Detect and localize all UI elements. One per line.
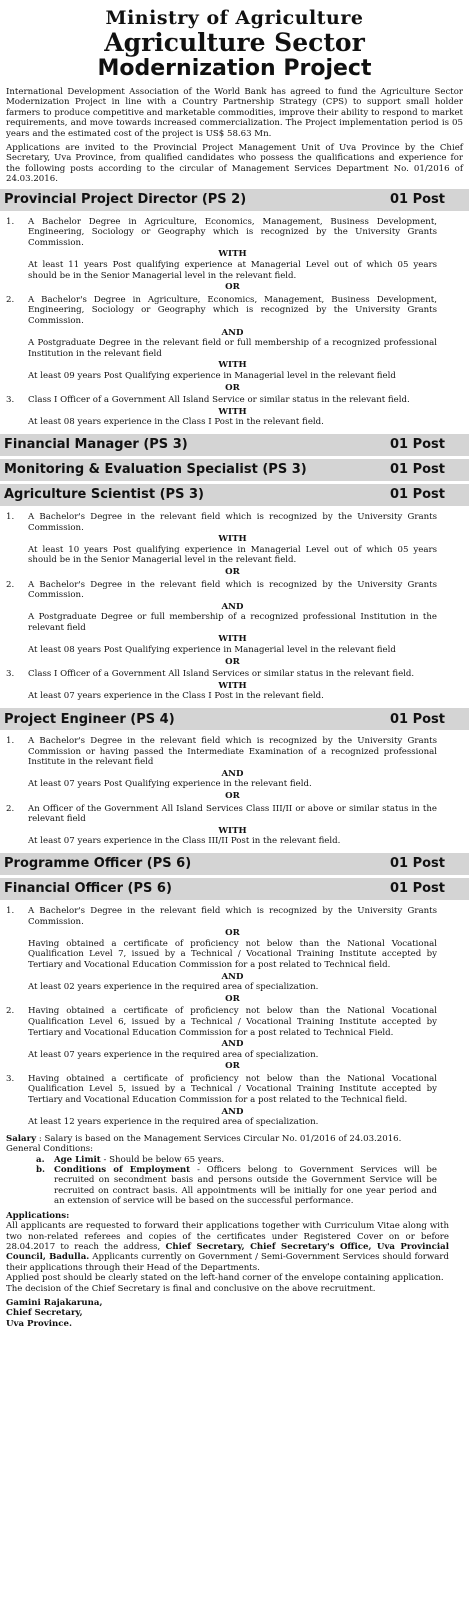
item-number: 1. bbox=[6, 905, 15, 916]
post-count: 01 Post bbox=[389, 487, 445, 503]
general-conditions-heading: General Conditions: bbox=[6, 1144, 94, 1155]
signature-block bbox=[6, 1298, 463, 1329]
conjunction-and: AND bbox=[221, 971, 244, 982]
post-title: Project Engineer (PS 4) bbox=[4, 711, 175, 727]
fo-qualifications bbox=[6, 906, 463, 1128]
conjunction-or: OR bbox=[225, 382, 240, 393]
post-count: 01 Post bbox=[389, 437, 445, 453]
conjunction-and: AND bbox=[221, 601, 244, 612]
requirement-text: A Bachelor's Degree in the relevant field which is recognized by the University Grants Commission. bbox=[28, 905, 437, 927]
list-item bbox=[6, 906, 463, 1004]
requirement-text: At least 09 years Post Qualifying experience in Managerial level in the relevant field bbox=[28, 370, 396, 381]
post-bar-pe bbox=[0, 708, 469, 730]
item-number: 1. bbox=[6, 736, 15, 747]
conjunction-with: WITH bbox=[218, 534, 247, 545]
requirement-text: Class I Officer of a Government All Island Services or similar status in the relevant field. bbox=[28, 669, 415, 680]
conjunction-with: WITH bbox=[218, 360, 247, 371]
applications-text: Applicants currently on Government / Semi-Government Services should forward their applications through their Head of the Departments. bbox=[6, 1252, 449, 1273]
item-number: 3. bbox=[6, 395, 15, 406]
advertisement-page bbox=[0, 8, 469, 1608]
requirement-text: At least 11 years Post qualifying experience at Managerial Level out of which 05 years should be in the Senior Managerial level in the relevant field. bbox=[28, 260, 437, 281]
requirement-text: A Bachelor's Degree in the relevant field which is recognized by the University Grants Commission or having passed the Intermediate Examination of a recognized professional Institute in the relevant field bbox=[28, 736, 437, 768]
post-title: Provincial Project Director (PS 2) bbox=[4, 192, 247, 208]
list-item bbox=[6, 512, 463, 578]
requirement-text: At least 08 years Post Qualifying experience in Managerial level in the relevant field bbox=[28, 645, 396, 656]
requirement-text: Having obtained a certificate of proficiency not below than the National Vocational Qualification Level 7, issued by a Technical / Vocational Training Institute accepted by Tertiary and Vocational Education Commission for a post related to Technical field. bbox=[28, 938, 437, 970]
list-item bbox=[6, 580, 463, 668]
requirement-text: A Postgraduate Degree in the relevant field or full membership of a recognized professional Institution in the relevant field bbox=[28, 338, 437, 359]
conjunction-and: AND bbox=[221, 1106, 244, 1117]
salary-line bbox=[6, 1134, 463, 1144]
header bbox=[6, 8, 463, 82]
requirement-text: Having obtained a certificate of proficiency not below than the National Vocational Qualification Level 6, issued by a Technical / Vocational Training Institute accepted by Tertiary and Vocational Education Commission for a post related to Technical Field. bbox=[28, 1006, 437, 1038]
item-number: 3. bbox=[6, 669, 15, 680]
list-item bbox=[6, 804, 463, 847]
item-number: 2. bbox=[6, 1006, 15, 1017]
post-title: Programme Officer (PS 6) bbox=[4, 856, 192, 872]
post-bar-mes bbox=[0, 459, 469, 481]
as-qualifications bbox=[6, 512, 463, 702]
requirement-text: A Bachelor's Degree in the relevant field which is recognized by the University Grants Commission. bbox=[28, 579, 437, 601]
list-item bbox=[6, 736, 463, 802]
ppd-qualifications bbox=[6, 217, 463, 428]
address: Chief Secretary, Chief Secretary's Office, Uva Provincial Council, Badulla. bbox=[6, 1241, 449, 1263]
salary-label: Salary bbox=[6, 1133, 37, 1144]
conjunction-or: OR bbox=[225, 993, 240, 1004]
signatory-name: Gamini Rajakaruna, bbox=[6, 1297, 103, 1308]
condition-employment bbox=[36, 1165, 437, 1207]
signatory-title: Chief Secretary, bbox=[6, 1308, 83, 1319]
conjunction-or: OR bbox=[225, 791, 240, 801]
list-item bbox=[6, 1074, 463, 1128]
condition-label: Age Limit bbox=[54, 1154, 101, 1165]
conjunction-with: WITH bbox=[218, 634, 247, 645]
requirement-text: A Postgraduate Degree or full membership of a recognized professional Institution in the relevant field bbox=[28, 612, 437, 633]
post-count: 01 Post bbox=[389, 856, 445, 872]
conjunction-and: AND bbox=[221, 1039, 244, 1050]
conjunction-or: OR bbox=[225, 656, 240, 667]
post-title: Monitoring & Evaluation Specialist (PS 3) bbox=[4, 462, 307, 478]
requirement-text: At least 12 years experience in the required area of specialization. bbox=[28, 1117, 319, 1128]
condition-text: - Should be below 65 years. bbox=[100, 1154, 225, 1165]
conjunction-or: OR bbox=[225, 282, 240, 293]
invitation-paragraph: Applications are invited to the Provincial Project Management Unit of Uva Province by the Chief Secretary, Uva Province, from qualified candidates who possess the qualifications and experience for the following posts according to the circular of Management Services Department No. 01/2016 of 24.03.2016. bbox=[6, 143, 463, 185]
post-title: Agriculture Scientist (PS 3) bbox=[4, 487, 204, 503]
applications-heading: Applications: bbox=[6, 1210, 70, 1221]
conjunction-with: WITH bbox=[218, 406, 247, 417]
post-bar-fo bbox=[0, 878, 469, 900]
requirement-text: At least 07 years experience in the Class III/II Post in the relevant field. bbox=[28, 836, 341, 847]
post-bar-fm bbox=[0, 434, 469, 456]
requirement-text: At least 10 years Post qualifying experience in Managerial Level out of which 05 years should be in the Senior Managerial level in the relevant field. bbox=[28, 544, 437, 566]
item-number: 1. bbox=[6, 216, 15, 227]
envelope-note: Applied post should be clearly stated on the left-hand corner of the envelope containing application. bbox=[6, 1273, 444, 1284]
conjunction-or: OR bbox=[225, 566, 240, 577]
post-count: 01 Post bbox=[389, 711, 445, 727]
requirement-text: At least 07 years Post Qualifying experience in the relevant field. bbox=[28, 779, 312, 790]
requirement-text: At least 07 years experience in the required area of specialization. bbox=[28, 1049, 319, 1060]
condition-text: - Officers belong to Government Services will be recruited on secondment basis and persons outside the Government Service will be recruited on contract basis. All appointments will be initially for one year period and an extension of service will be based on the successful performance. bbox=[54, 1165, 438, 1207]
post-title: Financial Manager (PS 3) bbox=[4, 437, 188, 453]
post-title: Financial Officer (PS 6) bbox=[4, 881, 172, 897]
applications-section bbox=[6, 1211, 449, 1294]
requirement-text: At least 02 years experience in the required area of specialization. bbox=[28, 982, 319, 993]
list-item bbox=[6, 1006, 463, 1072]
applications-text: All applicants are requested to forward their applications together with Curriculum Vitae along with two non-related referees and copies of the certificates under Registered Cover on or before 28.04.2017 to reach the address, bbox=[6, 1221, 449, 1252]
item-number: 3. bbox=[6, 1073, 15, 1084]
conjunction-and: AND bbox=[221, 327, 244, 338]
requirement-text: A Bachelor Degree in Agriculture, Economics, Management, Business Development, Engineering, Sociology or Geography which is recognized by the University Grants Commission. bbox=[28, 216, 437, 248]
applications-paragraph bbox=[6, 1221, 449, 1273]
ministry-title: Ministry of Agriculture bbox=[105, 7, 364, 29]
conjunction-with: WITH bbox=[218, 680, 247, 691]
list-item bbox=[6, 669, 463, 702]
post-bar-ppd bbox=[0, 189, 469, 211]
condition-letter: a. bbox=[36, 1154, 45, 1165]
list-item bbox=[6, 395, 463, 428]
conjunction-or: OR bbox=[225, 1061, 240, 1072]
condition-label: Conditions of Employment bbox=[54, 1165, 191, 1176]
list-item bbox=[6, 295, 463, 393]
conjunction-with: WITH bbox=[218, 249, 247, 260]
requirement-text: Class I Officer of a Government All Island Service or similar status in the relevant field. bbox=[28, 395, 410, 406]
requirement-text: At least 08 years experience in the Class I Post in the relevant field. bbox=[28, 417, 324, 428]
post-count: 01 Post bbox=[389, 462, 445, 478]
intro-paragraph: International Development Association of the World Bank has agreed to fund the Agriculture Sector Modernization Project in line with a Country Partnership Strategy (CPS) to support small holder farmers to produce competitive and marketable commodities, improve their ability to respond to market requirements, and move towards increased commercialization. The Project implementation period is 05 years and the estimated cost of the project is US$ 58.63 Mn. bbox=[6, 87, 463, 139]
sector-title: Agriculture Sector bbox=[104, 28, 365, 57]
conjunction-or: OR bbox=[225, 928, 240, 939]
requirement-text: A Bachelor's Degree in Agriculture, Economics, Management, Business Development, Engineering, Sociology or Geography which is recognized by the University Grants Commission. bbox=[28, 294, 437, 326]
requirement-text: Having obtained a certificate of proficiency not below than the National Vocational Qualification Level 5, issued by a Technical / Vocational Training Institute accepted by Tertiary and Vocational Education Commission for a post related to the Technical field. bbox=[28, 1073, 437, 1106]
decision-note: The decision of the Chief Secretary is final and conclusive on the above recruitment. bbox=[6, 1283, 376, 1294]
requirement-text: At least 07 years experience in the Class I Post in the relevant field. bbox=[28, 691, 324, 702]
requirement-text: An Officer of the Government All Island Services Class III/II or above or similar status in the relevant field bbox=[28, 803, 437, 825]
salary-text: : Salary is based on the Management Services Circular No. 01/2016 of 24.03.2016. bbox=[36, 1133, 402, 1144]
condition-age bbox=[36, 1155, 437, 1165]
requirement-text: A Bachelor's Degree in the relevant field which is recognized by the University Grants Commission. bbox=[28, 511, 437, 533]
item-number: 2. bbox=[6, 579, 15, 590]
list-item bbox=[6, 217, 463, 293]
post-bar-as bbox=[0, 484, 469, 506]
item-number: 2. bbox=[6, 803, 15, 814]
post-count: 01 Post bbox=[389, 881, 445, 897]
conjunction-with: WITH bbox=[218, 825, 247, 836]
project-title: Modernization Project bbox=[97, 56, 372, 81]
conjunction-and: AND bbox=[221, 768, 244, 779]
salary-section bbox=[6, 1134, 463, 1207]
post-bar-po bbox=[0, 853, 469, 875]
post-count: 01 Post bbox=[389, 192, 445, 208]
item-number: 1. bbox=[6, 511, 15, 522]
condition-letter: b. bbox=[36, 1165, 46, 1176]
pe-qualifications bbox=[6, 736, 463, 847]
item-number: 2. bbox=[6, 294, 15, 305]
signatory-province: Uva Province. bbox=[6, 1318, 72, 1329]
